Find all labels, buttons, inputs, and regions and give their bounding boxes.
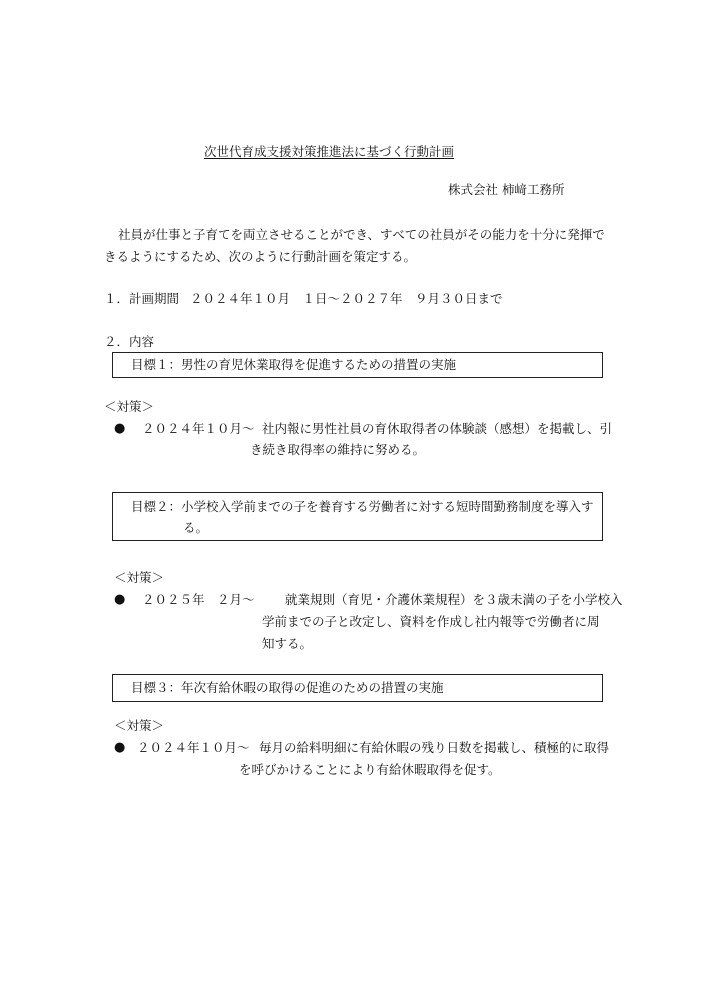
measure-1-line-1: 社内報に男性社員の育休取得者の体験談（感想）を掲載し、引 <box>262 421 613 436</box>
measure-2-line-1: 就業規則（育児・介護休業規程）を３歳未満の子を小学校入 <box>285 592 623 607</box>
measures-label-3: ＜対策＞ <box>114 718 165 733</box>
intro-line-2: きるようにするため、次のように行動計画を策定する。 <box>104 249 417 264</box>
measure-2-date: ２０２５年 ２月～ <box>142 592 255 607</box>
goal-2-text-line-1: 目標２：小学校入学前までの子を養育する労働者に対する短時間勤務制度を導入す <box>131 499 594 514</box>
measures-label-2: ＜対策＞ <box>114 570 165 585</box>
measure-3-date: ２０２４年１０月～ <box>137 740 250 755</box>
goal-2-text-line-2: る。 <box>183 520 209 535</box>
measure-2-line-2: 学前までの子と改定し、資料を作成し社内報等で労働者に周 <box>262 614 600 629</box>
contents-heading: ２．内容 <box>104 334 155 349</box>
bullet-icon: ● <box>114 592 126 607</box>
measure-3-line-1: 毎月の給料明細に有給休暇の残り日数を掲載し、積極的に取得 <box>259 740 610 755</box>
document-title: 次世代育成支援対策推進法に基づく行動計画 <box>204 144 455 159</box>
goal-3-box <box>112 674 603 702</box>
measure-1-line-2: き続き取得率の維持に努める。 <box>250 442 426 457</box>
intro-line-1: 社員が仕事と子育てを両立させることができ、すべての社員がその能力を十分に発揮で <box>118 227 605 242</box>
goal-2-box <box>112 492 603 541</box>
goal-1-box <box>112 352 603 378</box>
measures-label-1: ＜対策＞ <box>104 399 155 414</box>
goal-3-text: 目標３：年次有給休暇の取得の促進のための措置の実施 <box>131 680 444 695</box>
bullet-icon: ● <box>114 740 126 755</box>
bullet-icon: ● <box>114 421 126 436</box>
measure-3-line-2: を呼びかけることにより有給休暇取得を促す。 <box>239 762 501 777</box>
goal-1-text: 目標１：男性の育児休業取得を促進するための措置の実施 <box>131 357 457 372</box>
measure-1-date: ２０２４年１０月～ <box>142 421 255 436</box>
plan-period-label: １．計画期間 <box>104 291 180 306</box>
measure-2-line-3: 知する。 <box>262 636 313 651</box>
company-name: 株式会社 柿﨑工務所 <box>448 182 565 197</box>
plan-period-value: ２０２４年１０月 １日～２０２７年 ９月３０日まで <box>190 291 503 306</box>
